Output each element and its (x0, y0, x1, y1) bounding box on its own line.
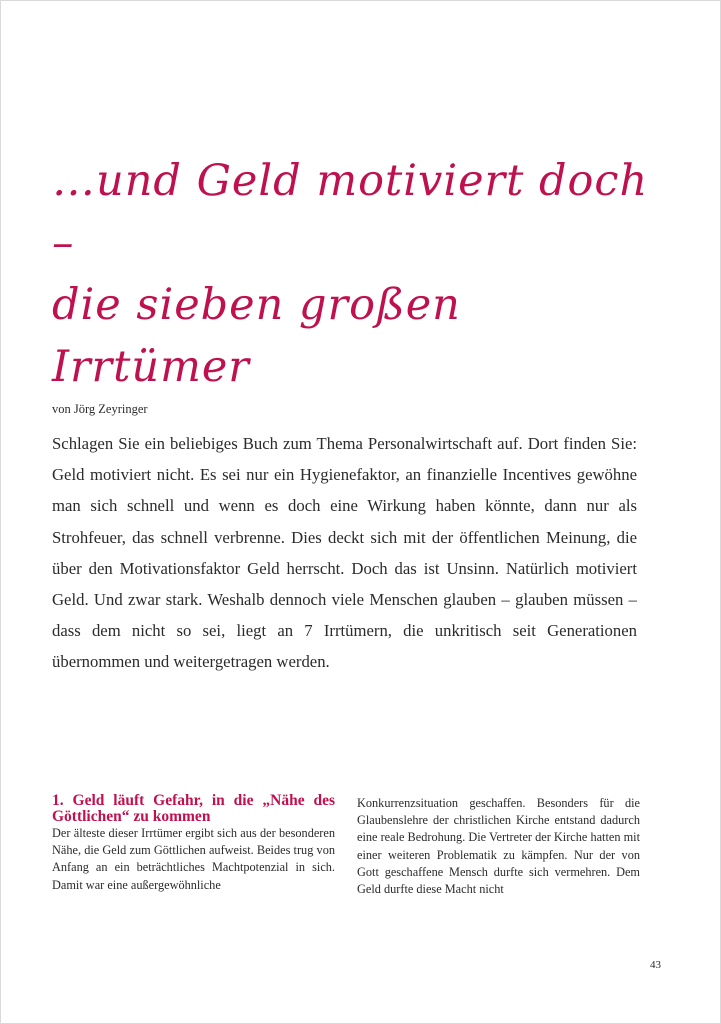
body-text-right: Konkurrenzsituation geschaffen. Besonders für die Glaubenslehre der christlichen Kirche entstand dadurch eine reale Bedrohung. Die Vertreter der Kirche hatten mit einer weiteren Problematik zu kämpfen. Nur der von Gott geschaffene Mensch durfte sich vermehren. Dem Geld durfte diese Macht nicht (357, 796, 640, 897)
author-byline: von Jörg Zeyringer (52, 402, 148, 416)
lead-paragraph: Schlagen Sie ein beliebiges Buch zum Thema Personalwirtschaft auf. Dort finden Sie: Geld motiviert nicht. Es sei nur ein Hygienefaktor, an finanzielle Incentives gewöhne man sich schnell und wenn es doch eine Wirkung haben könnte, dann nur als Strohfeuer, das schnell verbrenne. Dies deckt sich mit der öffentlichen Meinung, die über den Motivationsfaktor Geld herrscht. Doch das ist Unsinn. Natürlich motiviert Geld. Und zwar stark. Weshalb dennoch viele Menschen glauben – glauben müssen – dass dem nicht so sei, liegt an 7 Irrtümern, die unkritisch seit Generationen übernommen und weitergetragen werden. (52, 434, 637, 672)
title-line-2: die sieben großen Irrtümer (52, 280, 461, 392)
title-line-1: …und Geld motiviert doch – (52, 156, 649, 268)
section-heading: 1. Geld läuft Gefahr, in die „Nähe des Göttlichen“ zu kommen (52, 792, 335, 825)
body-text-left: Der älteste dieser Irrtümer ergibt sich aus der besonderen Nähe, die Geld zum Göttlichen aufweist. Beides trug von Anfang an ein beträchtliches Machtpotenzial in sich. Damit war eine außergewöhnliche (52, 826, 335, 892)
text-column-right (357, 795, 640, 898)
article-title (52, 150, 672, 398)
text-column-left (52, 793, 335, 894)
page-number: 43 (650, 959, 661, 971)
